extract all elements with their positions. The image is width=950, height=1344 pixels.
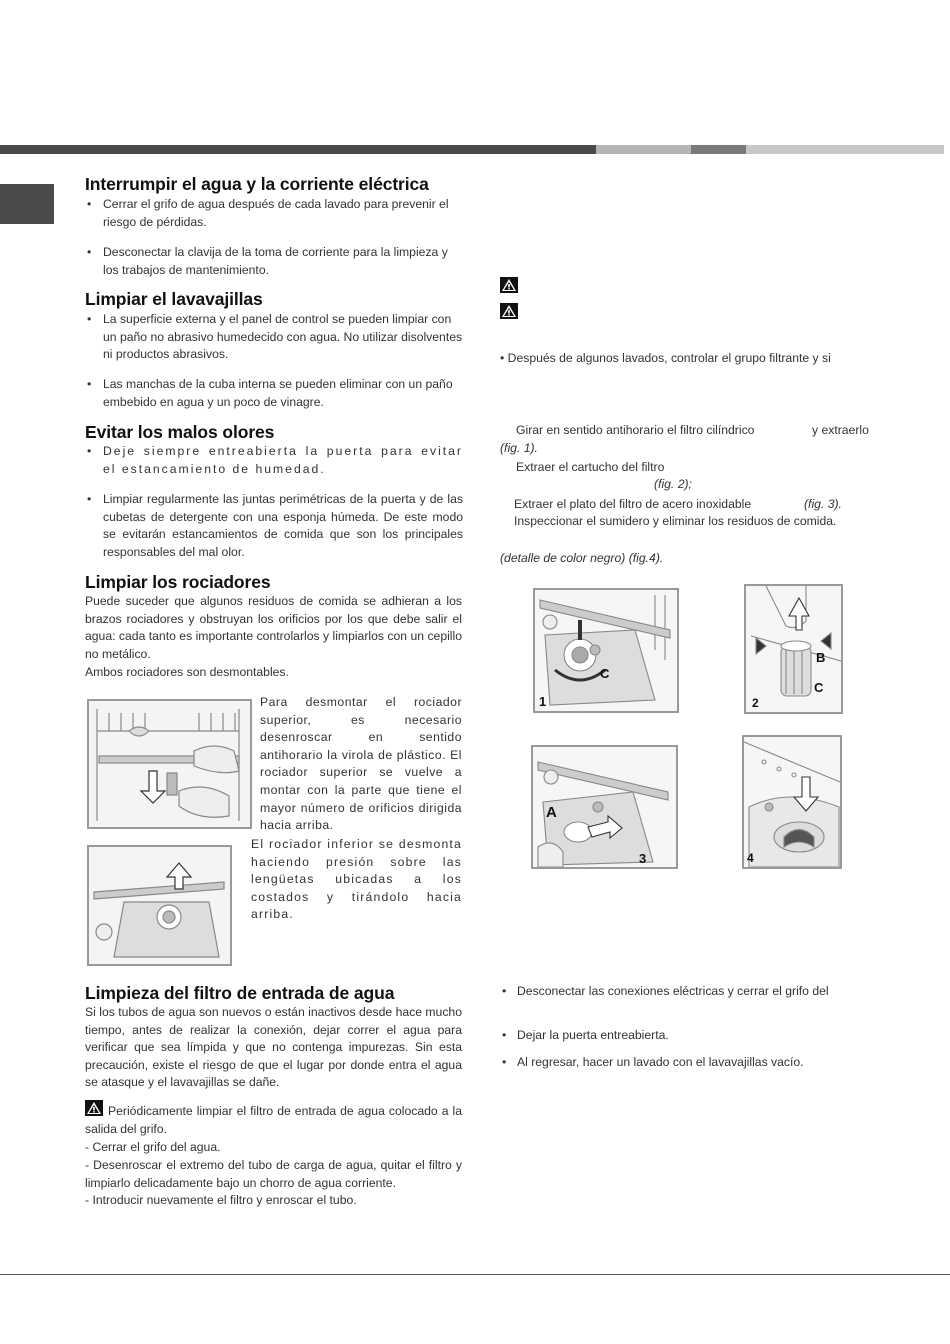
- figure-lower-spray-arm: [87, 845, 232, 966]
- fig-2-number: 2: [752, 696, 759, 710]
- bullet-disconnect-power: • Desconectar las conexiones eléctricas y cerrar el grifo del: [500, 983, 897, 1001]
- fig-4-number: 4: [747, 851, 754, 865]
- bullet-empty-wash: • Al regresar, hacer un lavado con el lavavajillas vacío.: [500, 1054, 897, 1072]
- lower-arm-text: El rociador inferior se desmonta haciendo presión sobre las lengüetas ubicadas a los costados y tirándolo hacia arriba.: [251, 837, 462, 922]
- header-bar-light-2: [746, 145, 944, 154]
- section-title-water-power: Interrumpir el agua y la corriente eléctrica: [85, 174, 429, 194]
- bullet-door-ajar-away: • Dejar la puerta entreabierta.: [500, 1027, 897, 1045]
- header-bar-light: [596, 145, 691, 154]
- header-bar-mid: [691, 145, 746, 154]
- step-extract-cartridge: Extraer el cartucho del filtro: [516, 460, 665, 474]
- section-title-water-filter: Limpieza del filtro de entrada de agua: [85, 983, 395, 1003]
- bullet-unplug: • Desconectar la clavija de la toma de corriente para la limpieza y los trabajos de mantenimiento.: [85, 244, 465, 279]
- step-extract-cartridge-fig: (fig. 2);: [654, 477, 692, 491]
- upper-arm-text: Para desmontar el rociador superior, es necesario desenroscar en sentido antihorario la virola de plástico. El rociador superior se vuelve a montar con la parte que tiene el mayor número de orificios dirigida hacia arriba.: [260, 695, 462, 833]
- figure-upper-spray-arm: [87, 699, 252, 829]
- bullet-door-ajar: • Deje siempre entreabierta la puerta para evitar el estancamiento de humedad.: [85, 443, 463, 478]
- section-title-spray-arms: Limpiar los rociadores: [85, 572, 271, 592]
- water-filter-periodic-text: Periódicamente limpiar el filtro de entrada de agua colocado a la salida del grifo.: [85, 1104, 462, 1136]
- step-extract-plate-fig: (fig. 3).: [804, 497, 842, 511]
- detail-black-note: (detalle de color negro) (fig.4).: [500, 551, 664, 565]
- warning-triangle-icon: [500, 277, 518, 293]
- figure-1-rotate-filter: [533, 588, 679, 713]
- step-extract-plate: Extraer el plato del filtro de acero inoxidable: [514, 497, 752, 511]
- water-filter-step3: - Introducir nuevamente el filtro y enroscar el tubo.: [85, 1193, 357, 1207]
- water-filter-step2: - Desenroscar el extremo del tubo de carga de agua, quitar el filtro y limpiarlo delicadamente bajo un chorro de agua corriente.: [85, 1158, 462, 1190]
- figure-2-extract-cartridge: [744, 584, 843, 714]
- step-rotate-filter-b: y extraerlo: [812, 423, 869, 437]
- spray-arms-removable: Ambos rociadores son desmontables.: [85, 665, 289, 679]
- fig-2-label-c: C: [814, 680, 824, 695]
- bullet-seals: • Limpiar regularmente las juntas perimétricas de la puerta y de las cubetas de detergente con una esponja húmeda. De este modo se evitarán estancamientos de comida que son los principales responsables del mal olor.: [85, 491, 463, 561]
- section-title-clean-dishwasher: Limpiar el lavavajillas: [85, 289, 263, 309]
- figure-3-extract-plate: [531, 745, 678, 869]
- bullet-close-tap: • Cerrar el grifo de agua después de cada lavado para prevenir el riesgo de pérdidas.: [85, 196, 465, 231]
- fig-3-number: 3: [639, 851, 647, 866]
- fig-1-label-c: C: [600, 666, 610, 681]
- language-tab: [0, 184, 54, 224]
- bullet-stains: • Las manchas de la cuba interna se pueden eliminar con un paño embebido en agua y un poco de vinagre.: [85, 376, 465, 411]
- fig-1-number: 1: [539, 694, 547, 709]
- warning-triangle-icon: [500, 303, 518, 319]
- section-title-odors: Evitar los malos olores: [85, 422, 275, 442]
- figure-4-inspect-sump: [742, 735, 842, 869]
- water-filter-step1: - Cerrar el grifo del agua.: [85, 1140, 221, 1154]
- fig-2-label-b: B: [816, 650, 826, 665]
- water-filter-periodic: [85, 1103, 462, 1138]
- step-inspect-sump: Inspeccionar el sumidero y eliminar los residuos de comida.: [514, 514, 837, 528]
- footer-rule: [0, 1274, 950, 1275]
- header-bar-dark: [0, 145, 596, 154]
- filter-check-bullet: • Después de algunos lavados, controlar el grupo filtrante y si: [500, 351, 831, 365]
- water-filter-intro: Si los tubos de agua son nuevos o están inactivos desde hace mucho tiempo, antes de realizar la conexión, dejar correr el agua para verificar que sea límpida y que no contenga impurezas. Sin esta precaución, existe el riesgo de que el lugar por donde entra el agua se atasque y el lavavajillas se dañe.: [85, 1005, 462, 1090]
- step-rotate-filter-fig: (fig. 1).: [500, 441, 538, 455]
- spray-arms-intro: Puede suceder que algunos residuos de comida se adhieran a los brazos rociadores y obstruyan los orificios por los que debe salir el agua: cada tanto es importante controlarlos y limpiarlos con un cepillo no metálico.: [85, 594, 462, 661]
- bullet-external-surface: • La superficie externa y el panel de control se pueden limpiar con un paño no abrasivo humedecido con agua. No utilizar disolventes ni productos abrasivos.: [85, 311, 465, 364]
- fig-3-label-a: A: [546, 804, 557, 821]
- step-rotate-filter-a: Girar en sentido antihorario el filtro cilíndrico: [516, 423, 755, 437]
